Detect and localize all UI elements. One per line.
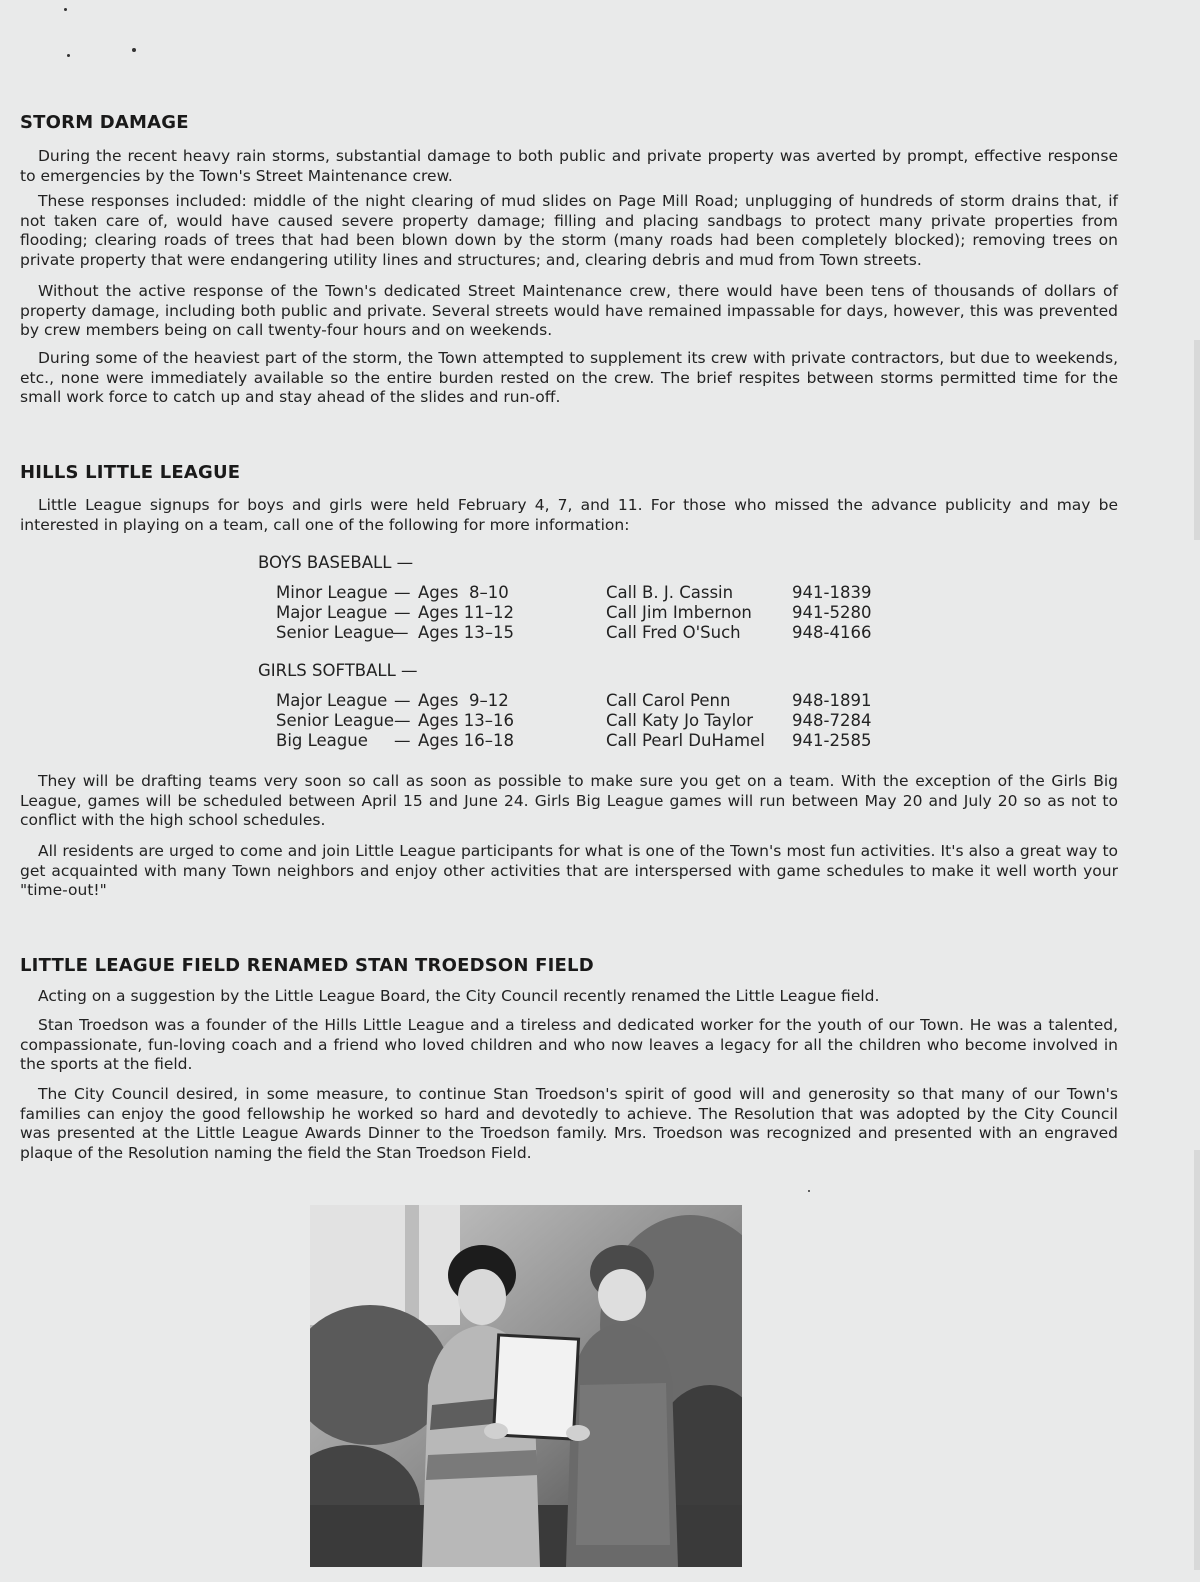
contact-name: Call Pearl DuHamel [606, 731, 765, 750]
age-range: Ages 13–15 [418, 623, 514, 642]
storm-paragraph-4: During some of the heaviest part of the storm, the Town attempted to supplement its crew with private contractors, but due to weekends, etc., none were immediately available so the entire burden rested on the crew. The brief respites between storms permitted time for the small work force to catch up and stay ahead of the slides and run-off. [20, 349, 1118, 406]
field-paragraph-2: Stan Troedson was a founder of the Hills Little League and a tireless and dedicated worker for the youth of our Town. He was a talented, compassionate, fun-loving coach and a friend who loved children and who now leaves a legacy for all the children who become involved in the sports at the field. [20, 1016, 1118, 1073]
phone-number: 948-4166 [792, 623, 872, 642]
league-paragraph-2: All residents are urged to come and join Little League participants for what is one of the Town's most fun activities. It's also a great way to get acquainted with many Town neighbors and enjoy other activities that are interspersed with game schedules to make it well worth your "time-out!" [20, 842, 1118, 899]
scan-speck [67, 54, 70, 57]
league-name: Major League [276, 603, 388, 622]
girls-softball-title: GIRLS SOFTBALL — [258, 661, 418, 680]
field-paragraph-3: The City Council desired, in some measure, to continue Stan Troedson's spirit of good will and generosity so that many of our Town's families can enjoy the good fellowship he worked so hard and devotedly to achieve. The Resolution that was adopted by the City Council was presented at the Little League Awards Dinner to the Troedson family. Mrs. Troedson was recognized and presented with an engraved plaque of the Resolution naming the field the Stan Troedson Field. [20, 1085, 1118, 1162]
league-name: Senior League [276, 623, 395, 642]
age-range: Ages 13–16 [418, 711, 514, 730]
league-contact-table [258, 553, 878, 753]
age-dash: — [394, 583, 411, 602]
field-renamed-heading: LITTLE LEAGUE FIELD RENAMED STAN TROEDSON FIELD [20, 955, 594, 976]
age-dash: — [394, 711, 411, 730]
storm-paragraph-2: These responses included: middle of the night clearing of mud slides on Page Mill Road; unplugging of hundreds of storm drains that, if not taken care of, would have caused severe property damage; filling and placing sandbags to protect many private properties from flooding; clearing roads of trees that had been blown down by the storm (many roads had been completely blocked); removing trees on private property that were endangering utility lines and structures; and, clearing debris and mud from Town streets. [20, 192, 1118, 269]
photo-image [310, 1205, 742, 1567]
contact-name: Call Katy Jo Taylor [606, 711, 754, 730]
age-dash: — [392, 623, 409, 642]
league-name: Senior League [276, 711, 395, 730]
age-range: Ages 9–12 [418, 691, 509, 710]
scan-speck [64, 8, 67, 11]
boys-baseball-title: BOYS BASEBALL — [258, 553, 414, 572]
scan-speck [132, 48, 136, 52]
scan-edge-shadow [1194, 340, 1200, 540]
scan-speck [808, 1190, 810, 1192]
phone-number: 941-2585 [792, 731, 872, 750]
hills-little-league-heading: HILLS LITTLE LEAGUE [20, 462, 241, 483]
storm-damage-heading: STORM DAMAGE [20, 112, 189, 133]
age-dash: — [394, 603, 411, 622]
age-range: Ages 8–10 [418, 583, 509, 602]
contact-name: Call Fred O'Such [606, 623, 741, 642]
storm-paragraph-3: Without the active response of the Town's dedicated Street Maintenance crew, there would have been tens of thousands of dollars of property damage, including both public and private. Several streets would have remained impassable for days, however, this was prevented by crew members being on call twenty-four hours and on weekends. [20, 282, 1118, 339]
phone-number: 941-1839 [792, 583, 872, 602]
age-dash: — [394, 731, 411, 750]
field-paragraph-1: Acting on a suggestion by the Little League Board, the City Council recently renamed the Little League field. [38, 987, 880, 1005]
league-name: Minor League [276, 583, 388, 602]
phone-number: 948-7284 [792, 711, 872, 730]
phone-number: 948-1891 [792, 691, 872, 710]
league-name: Major League [276, 691, 388, 710]
plaque-presentation-photo [310, 1205, 742, 1567]
phone-number: 941-5280 [792, 603, 872, 622]
age-range: Ages 16–18 [418, 731, 514, 750]
age-range: Ages 11–12 [418, 603, 514, 622]
age-dash: — [394, 691, 411, 710]
contact-name: Call Carol Penn [606, 691, 731, 710]
league-intro: Little League signups for boys and girls were held February 4, 7, and 11. For those who missed the advance publicity and may be interested in playing on a team, call one of the following for more information: [20, 496, 1118, 534]
storm-paragraph-1: During the recent heavy rain storms, substantial damage to both public and private property was averted by prompt, effective response to emergencies by the Town's Street Maintenance crew. [20, 147, 1118, 185]
league-paragraph-1: They will be drafting teams very soon so call as soon as possible to make sure you get on a team. With the exception of the Girls Big League, games will be scheduled between April 15 and June 24. Girls Big League games will run between May 20 and July 20 so as not to conflict with the high school schedules. [20, 772, 1118, 829]
scan-edge-shadow [1194, 1150, 1200, 1570]
contact-name: Call Jim Imbernon [606, 603, 752, 622]
contact-name: Call B. J. Cassin [606, 583, 734, 602]
league-name: Big League [276, 731, 368, 750]
